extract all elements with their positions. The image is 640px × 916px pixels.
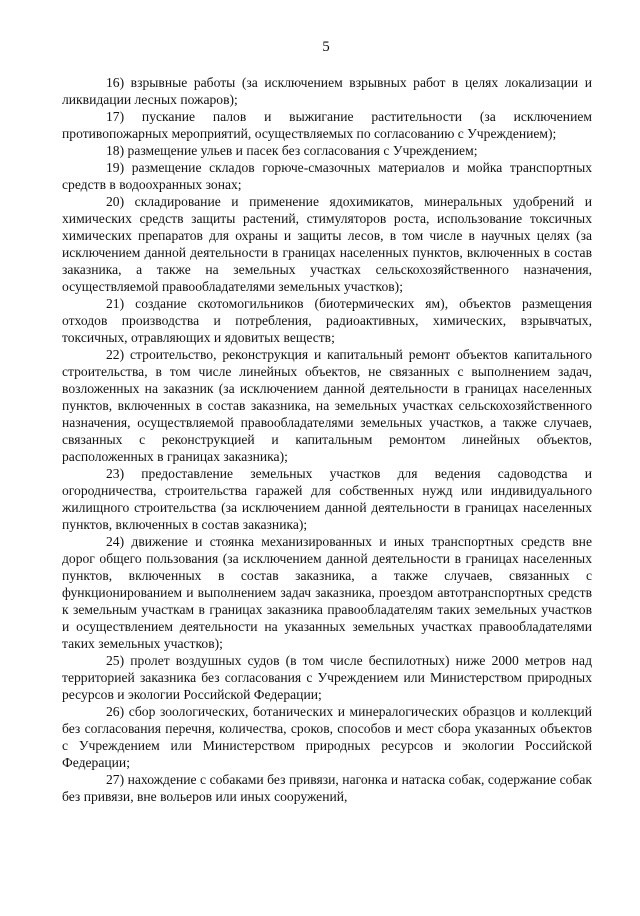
list-item-20: 20) складирование и применение ядохимикатов, минеральных удобрений и химических средств защиты растений, стимуляторов роста, использование токсичных химических препаратов для охраны и защиты лесов, в том числе в научных целях (за исключением данной деятельности в границах населенных пунктов, включенных в состав заказника, а также на земельных участках сельскохозяйственного назначения, осуществляемой правообладателями земельных участков); [62, 194, 592, 294]
list-item-27: 27) нахождение с собаками без привязи, нагонка и натаска собак, содержание собак без привязи, вне вольеров или иных сооружений, [62, 772, 592, 804]
list-item-17: 17) пускание палов и выжигание растительности (за исключением противопожарных мероприятий, осуществляемых по согласованию с Учреждением); [62, 109, 592, 141]
list-item-16: 16) взрывные работы (за исключением взрывных работ в целях локализации и ликвидации лесных пожаров); [62, 75, 592, 107]
list-item-25: 25) пролет воздушных судов (в том числе беспилотных) ниже 2000 метров над территорией заказника без согласования с Учреждением или Министерством природных ресурсов и экологии Российской Федерации; [62, 653, 592, 702]
list-item-19: 19) размещение складов горюче-смазочных материалов и мойка транспортных средств в водоохранных зонах; [62, 160, 592, 192]
list-item-21: 21) создание скотомогильников (биотермических ям), объектов размещения отходов производства и потребления, радиоактивных, химических, взрывчатых, токсичных, отравляющих и ядовитых веществ; [62, 296, 592, 345]
list-item-26: 26) сбор зоологических, ботанических и минералогических образцов и коллекций без согласования перечня, количества, сроков, способов и мест сбора указанных объектов с Учреждением или Министерством природных ресурсов и экологии Российской Федерации; [62, 704, 592, 770]
list-item-18: 18) размещение ульев и пасек без согласования с Учреждением; [106, 143, 478, 158]
page-number: 5 [322, 39, 330, 55]
document-body [62, 74, 592, 805]
list-item-24: 24) движение и стоянка механизированных и иных транспортных средств вне дорог общего пользования (за исключением данной деятельности в границах населенных пунктов, включенных в состав заказника, а также случаев, связанных с функционированием и выполнением задач заказника, проездом автотранспортных средств к земельным участкам в границах заказника правообладателям таких земельных участков и осуществлением деятельности на указанных земельных участках правообладателями таких земельных участков); [62, 534, 592, 651]
list-item-22: 22) строительство, реконструкция и капитальный ремонт объектов капитального строительства, в том числе линейных объектов, не связанных с выполнением задач, возложенных на заказник (за исключением данной деятельности в границах населенных пунктов, включенных в состав заказника, на земельных участках сельскохозяйственного назначения, осуществляемой правообладателями земельных участков, а также случаев, связанных с реконструкцией и капитальным ремонтом линейных объектов, расположенных в границах заказника); [62, 347, 592, 464]
list-item-23: 23) предоставление земельных участков для ведения садоводства и огородничества, строительства гаражей для собственных нужд или индивидуального жилищного строительства (за исключением данной деятельности в границах населенных пунктов, включенных в состав заказника); [62, 466, 592, 532]
